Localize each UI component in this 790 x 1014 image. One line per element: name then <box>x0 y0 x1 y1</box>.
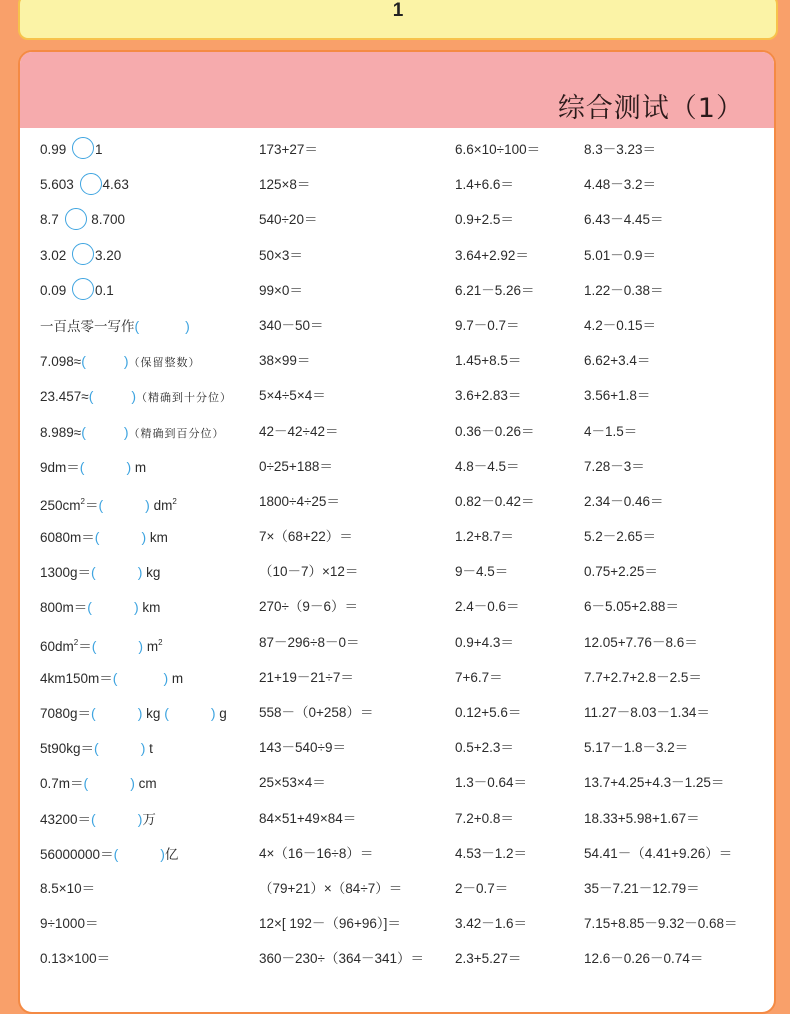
answer-blank[interactable]: ( ) <box>98 496 150 513</box>
exercise-row <box>20 902 774 937</box>
answer-blank[interactable]: ( ) <box>164 705 216 721</box>
exercise-row <box>20 691 774 726</box>
exercise-row <box>20 480 774 515</box>
answer-blank[interactable]: ( ) <box>112 669 169 686</box>
calc-item: 2.34－0.46＝ <box>584 493 664 509</box>
calc-item: 25×53×4＝ <box>259 775 326 791</box>
worksheet-header <box>20 52 774 128</box>
calc-item: 7+6.7＝ <box>455 669 503 685</box>
calc-item: 340－50＝ <box>259 317 324 333</box>
calc-item: 1.2+8.7＝ <box>455 529 514 545</box>
answer-blank[interactable]: ( ) <box>91 810 143 827</box>
calc-item: 9÷1000＝ <box>40 916 99 932</box>
compare-circle[interactable] <box>72 243 94 265</box>
calc-item: 4.2－0.15＝ <box>584 317 657 333</box>
fill-item: 4km150m＝( ) m <box>40 669 184 686</box>
calc-item: 9－4.5＝ <box>455 564 509 580</box>
calc-item: 540÷20＝ <box>259 212 318 228</box>
calc-item: 4.48－3.2＝ <box>584 177 657 193</box>
calc-item: 12.6－0.26－0.74＝ <box>584 951 704 967</box>
exercise-row <box>20 621 774 656</box>
calc-item: 2－0.7＝ <box>455 880 509 896</box>
calc-item: （79+21）×（84÷7）＝ <box>259 880 403 896</box>
worksheet-title: 综合测试（1） <box>557 93 744 124</box>
fill-item: 8.989≈( )（精确到百分位） <box>40 423 225 440</box>
exercise-row <box>20 832 774 867</box>
calc-item: 2.3+5.27＝ <box>455 951 522 967</box>
calc-item: 173+27＝ <box>259 142 318 157</box>
calc-item: 1.45+8.5＝ <box>455 353 522 369</box>
fill-item: $60dm^2=$( ) $m^2$ <box>40 637 163 654</box>
calc-item: 143－540÷9＝ <box>259 740 346 756</box>
fill-item: 1300g＝( ) kg <box>40 564 161 581</box>
exercise-row <box>20 585 774 620</box>
calc-item: 0.9+4.3＝ <box>455 634 514 650</box>
answer-blank[interactable]: ( ) <box>91 705 143 721</box>
calc-item: 8.5×10＝ <box>40 880 96 896</box>
fill-item: 56000000＝( )亿 <box>40 845 179 862</box>
exercise-row <box>20 445 774 480</box>
exercise-row <box>20 797 774 832</box>
calc-item: 21+19－21÷7＝ <box>259 669 354 685</box>
calc-item: 9.7－0.7＝ <box>455 317 520 333</box>
answer-blank[interactable]: ( ) <box>81 353 129 370</box>
calc-item: 0.5+2.3＝ <box>455 740 514 756</box>
exercise-row <box>20 726 774 761</box>
exercise-row <box>20 198 774 233</box>
exercise-row <box>20 867 774 902</box>
calc-item: 0.13×100＝ <box>40 951 111 967</box>
exercise-grid <box>20 128 774 973</box>
calc-item: （10－7）×12＝ <box>259 564 359 580</box>
exercise-row <box>20 550 774 585</box>
fill-item: 6080m＝( ) km <box>40 529 168 546</box>
compare-circle[interactable] <box>72 137 94 159</box>
calc-item: 3.64+2.92＝ <box>455 247 529 263</box>
fill-item: 9dm＝( ) m <box>40 458 147 475</box>
exercise-row <box>20 515 774 550</box>
answer-blank[interactable]: ( ) <box>91 637 144 654</box>
exercise-row <box>20 937 774 972</box>
calc-item: 42－42÷42＝ <box>259 423 339 439</box>
answer-blank[interactable]: ( ) <box>113 845 165 862</box>
calc-item: 4－1.5＝ <box>584 423 638 439</box>
calc-item: 7.28－3＝ <box>584 458 645 474</box>
calc-item: 1.22－0.38＝ <box>584 282 664 298</box>
calc-item: 6.21－5.26＝ <box>455 282 535 298</box>
calc-item: 18.33+5.98+1.67＝ <box>584 810 700 826</box>
calc-item: 6.6×10÷100＝ <box>455 142 541 157</box>
compare-item: 3.02 3.20 <box>40 234 121 269</box>
fill-item: 一百点零一写作( ) <box>40 317 190 334</box>
calc-item: 12×[ 192－（96+96）]＝ <box>259 916 401 932</box>
calc-item: 270÷（9－6）＝ <box>259 599 358 615</box>
calc-item: 5×4÷5×4＝ <box>259 388 326 404</box>
calc-item: 4.8－4.5＝ <box>455 458 520 474</box>
exercise-row <box>20 269 774 304</box>
exercise-row <box>20 656 774 691</box>
exercise-row <box>20 339 774 374</box>
calc-item: 11.27－8.03－1.34＝ <box>584 705 710 720</box>
answer-blank[interactable]: ( ) <box>91 564 143 581</box>
compare-item: 0.99 1 <box>40 128 103 163</box>
calc-item: 0.9+2.5＝ <box>455 212 514 228</box>
fill-item: 0.7m＝( ) cm <box>40 775 157 792</box>
compare-circle[interactable] <box>80 173 102 195</box>
calc-item: 6.43－4.45＝ <box>584 212 664 228</box>
exercise-row <box>20 234 774 269</box>
fill-item: 5t90kg＝( ) t <box>40 740 153 757</box>
fill-item: 43200＝( )万 <box>40 810 156 827</box>
answer-blank[interactable]: ( ) <box>94 529 147 546</box>
calc-item: 35－7.21－12.79＝ <box>584 880 700 896</box>
calc-item: 4×（16－16÷8）＝ <box>259 845 374 861</box>
calc-item: 4.53－1.2＝ <box>455 845 528 861</box>
worksheet-card <box>18 50 776 1014</box>
calc-item: 3.6+2.83＝ <box>455 388 522 404</box>
exercise-row <box>20 128 774 163</box>
calc-item: 87－296÷8－0＝ <box>259 634 360 650</box>
calc-item: 7×（68+22）＝ <box>259 529 353 545</box>
exercise-row <box>20 374 774 409</box>
compare-item: 0.09 0.1 <box>40 269 114 304</box>
compare-circle[interactable] <box>65 208 87 230</box>
calc-item: 3.42－1.6＝ <box>455 916 528 932</box>
calc-item: 6.62+3.4＝ <box>584 353 651 369</box>
calc-item: 0÷25+188＝ <box>259 458 333 474</box>
calc-item: 558－（0+258）＝ <box>259 705 374 720</box>
compare-item: 8.7 8.700 <box>40 198 125 233</box>
fill-item: 23.457≈( )（精确到十分位） <box>40 388 233 405</box>
calc-item: 7.15+8.85－9.32－0.68＝ <box>584 916 738 932</box>
calc-item: 5.2－2.65＝ <box>584 529 657 545</box>
calc-item: 360－230÷（364－341）＝ <box>259 951 425 967</box>
calc-item: 0.75+2.25＝ <box>584 564 658 580</box>
calc-item: 8.3－3.23＝ <box>584 142 657 157</box>
exercise-row <box>20 304 774 339</box>
calc-item: 5.01－0.9＝ <box>584 247 657 263</box>
calc-item: 13.7+4.25+4.3－1.25＝ <box>584 775 725 791</box>
calc-item: 0.12+5.6＝ <box>455 705 522 720</box>
answer-blank[interactable]: ( ) <box>94 740 146 757</box>
fill-item: 7.098≈( )（保留整数） <box>40 353 201 370</box>
calc-item: 3.56+1.8＝ <box>584 388 651 404</box>
calc-item: 7.2+0.8＝ <box>455 810 514 826</box>
calc-item: 0.82－0.42＝ <box>455 493 535 509</box>
answer-blank[interactable]: ( ) <box>88 388 137 405</box>
answer-blank[interactable]: ( ) <box>81 423 129 440</box>
fill-item: 7080g＝( ) kg ( ) g <box>40 705 227 721</box>
fill-item: $250cm^2=$( ) $dm^2$ <box>40 496 177 513</box>
calc-item: 12.05+7.76－8.6＝ <box>584 634 698 650</box>
calc-item: 54.41－（4.41+9.26）＝ <box>584 845 733 861</box>
fill-item: 800m＝( ) km <box>40 599 161 616</box>
calc-item: 1.4+6.6＝ <box>455 177 514 193</box>
calc-item: 99×0＝ <box>259 282 303 298</box>
calc-item: 5.17－1.8－3.2＝ <box>584 740 689 756</box>
answer-blank[interactable]: ( ) <box>83 775 135 792</box>
page-number: 1 <box>392 0 404 21</box>
calc-item: 50×3＝ <box>259 247 303 263</box>
calc-item: 1.3－0.64＝ <box>455 775 528 791</box>
compare-item: 5.603 4.63 <box>40 163 129 198</box>
exercise-row <box>20 410 774 445</box>
answer-blank[interactable]: ( ) <box>79 458 132 475</box>
page-number-banner <box>18 0 778 40</box>
calc-item: 0.36－0.26＝ <box>455 423 535 439</box>
exercise-row <box>20 761 774 796</box>
compare-circle[interactable] <box>72 278 94 300</box>
calc-item: 1800÷4÷25＝ <box>259 493 340 509</box>
calc-item: 2.4－0.6＝ <box>455 599 520 615</box>
calc-item: 6－5.05+2.88＝ <box>584 599 679 615</box>
calc-item: 84×51+49×84＝ <box>259 810 357 826</box>
calc-item: 125×8＝ <box>259 177 311 193</box>
exercise-row <box>20 163 774 198</box>
answer-blank[interactable]: ( ) <box>134 317 190 334</box>
answer-blank[interactable]: ( ) <box>87 599 139 616</box>
calc-item: 7.7+2.7+2.8－2.5＝ <box>584 669 702 685</box>
calc-item: 38×99＝ <box>259 353 311 369</box>
